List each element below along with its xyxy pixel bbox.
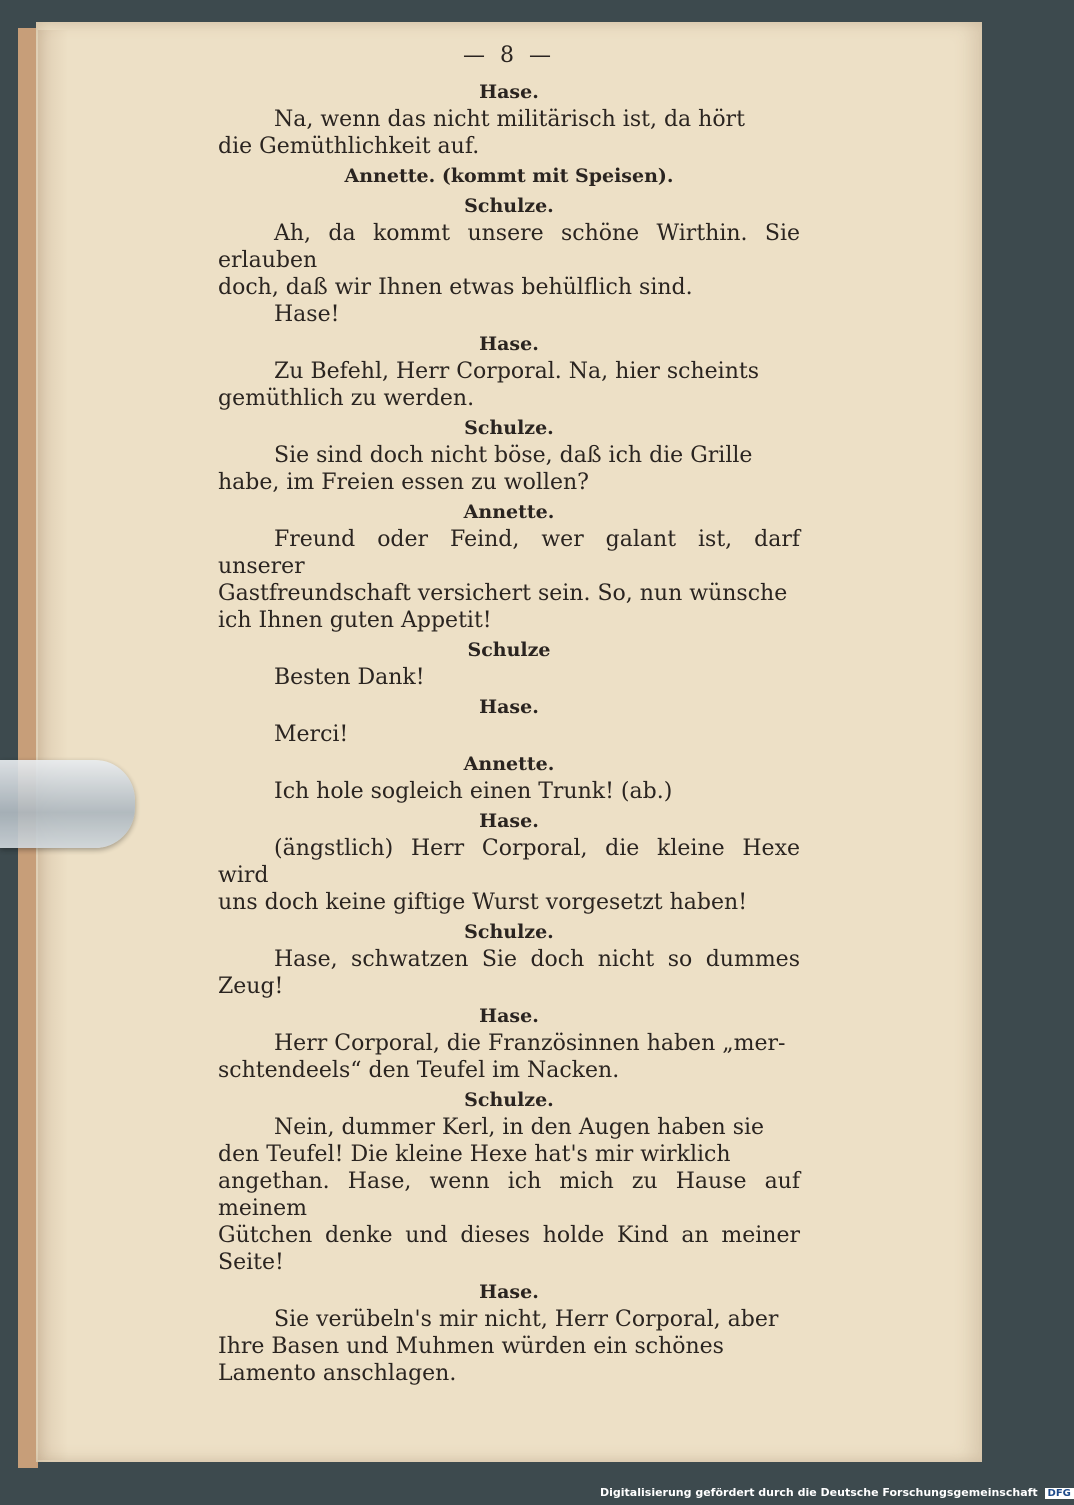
speaker-name: Schulze. [464,417,554,439]
dialogue-line: Hase! [274,302,340,327]
speaker-name: Hase. [479,81,539,103]
dialogue-line: schtendeels“ den Teufel im Nacken. [218,1058,620,1083]
dialogue-line: Herr Corporal, die Französinnen haben „mer- [274,1031,786,1056]
speaker-name: Schulze [467,639,551,661]
dialogue-line: Ihre Basen und Muhmen würden ein schönes [218,1334,724,1359]
dialogue-line: Ich hole sogleich einen Trunk! (ab.) [274,779,673,804]
dialogue-line: die Gemüthlichkeit auf. [218,134,480,159]
speaker-name: Annette. [463,753,555,775]
dialogue-line: ich Ihnen guten Appetit! [218,608,492,633]
dialogue-line: (ängstlich) Herr Corporal, die kleine Hexe wird [218,836,800,888]
footer-credit [600,1486,1071,1502]
dialogue-line: doch, daß wir Ihnen etwas behülflich sind. [218,275,693,300]
dialogue-line: Sie sind doch nicht böse, daß ich die Grille [274,443,753,468]
dialogue-line: Na, wenn das nicht militärisch ist, da hört [274,107,745,132]
dialogue-line: Nein, dummer Kerl, in den Augen haben sie [274,1115,765,1140]
speaker-name: Schulze. [464,195,554,217]
dialogue-line: Zu Befehl, Herr Corporal. Na, hier scheints [274,359,760,384]
dialogue-line: Gastfreundschaft versichert sein. So, nun wünsche [218,581,788,606]
dialogue-line: Gütchen denke und dieses holde Kind an meiner Seite! [218,1223,800,1275]
page-clip [0,760,135,848]
speaker-name: Hase. [479,1281,539,1303]
script-body [218,78,800,1387]
speaker-name: Annette. [463,501,555,523]
page-number: — 8 — [463,43,555,68]
dialogue-line: habe, im Freien essen zu wollen? [218,470,589,495]
speaker-name: Hase. [479,333,539,355]
dialogue-line: Sie verübeln's mir nicht, Herr Corporal, aber [274,1307,779,1332]
page-gutter-shadow [38,30,68,1460]
page-text [218,36,800,1387]
footer-text: Digitalisierung gefördert durch die Deutsche Forschungsgemeinschaft [600,1486,1038,1499]
speaker-name: Schulze. [464,921,554,943]
book-edge [18,28,38,1468]
dialogue-line: Ah, da kommt unsere schöne Wirthin. Sie erlauben [218,221,800,273]
dialogue-line: Lamento anschlagen. [218,1361,457,1386]
speaker-name: Hase. [479,696,539,718]
dialogue-line: gemüthlich zu werden. [218,386,475,411]
dialogue-line: den Teufel! Die kleine Hexe hat's mir wirklich [218,1142,731,1167]
speaker-name: Hase. [479,1005,539,1027]
dfg-logo: DFG [1045,1488,1074,1499]
dialogue-line: Merci! [274,722,349,747]
dialogue-line: Besten Dank! [274,665,425,690]
speaker-name: Schulze. [464,1089,554,1111]
speaker-name: Hase. [479,810,539,832]
dialogue-line: Hase, schwatzen Sie doch nicht so dummes Zeug! [218,947,800,999]
dialogue-line: uns doch keine giftige Wurst vorgesetzt haben! [218,890,748,915]
speaker-name: Annette. (kommt mit Speisen). [344,165,674,187]
dialogue-line: Freund oder Feind, wer galant ist, darf unserer [218,527,800,579]
dialogue-line: angethan. Hase, wenn ich mich zu Hause auf meinem [218,1169,800,1221]
